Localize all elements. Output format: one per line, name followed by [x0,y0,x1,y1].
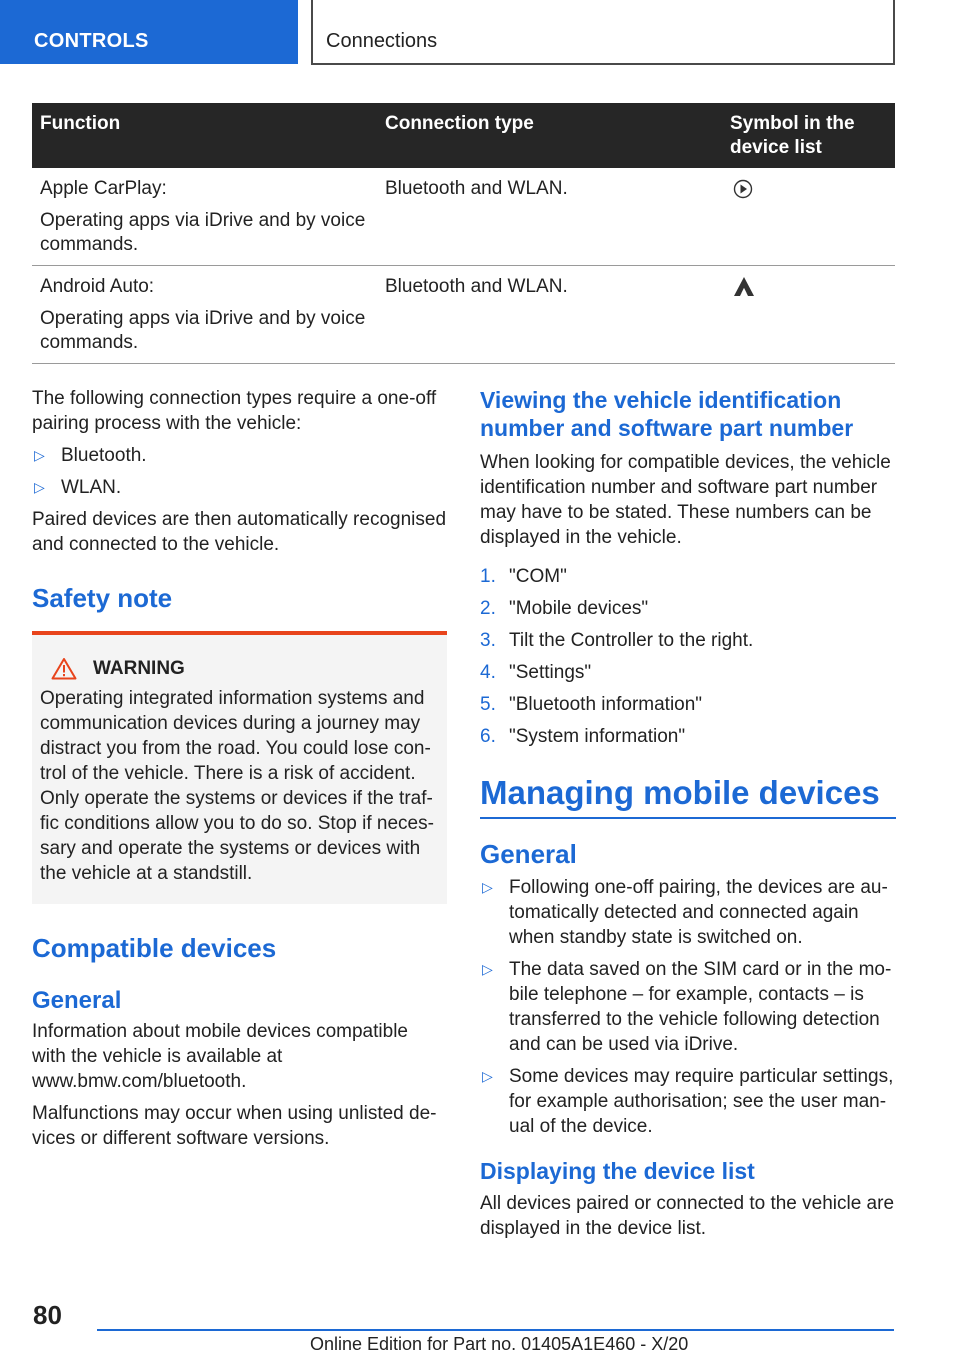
chapter-tab [311,0,895,65]
vin-steps-list [480,564,896,749]
table-cell-function [32,168,377,266]
list-item: ▷ The data saved on the SIM card or in the mobile telephone – for example, contacts – is transferred to the vehicle following detection and can be used via iDrive. [482,959,892,1055]
table-header-row [32,103,895,168]
safety-note-heading: Safety note [32,583,173,613]
warning-title-row [40,657,439,680]
footer-divider [97,1329,894,1331]
general-subheading: General [32,987,122,1014]
function-title: Apple CarPlay: [40,178,167,199]
column-header-function: Function [32,103,377,168]
chapter-title: Connections [326,30,438,52]
page-number: 80 [33,1300,62,1330]
device-list-text: All devices paired or connected to the vehicle are displayed in the device list. [480,1193,895,1239]
bullet-triangle-icon: ▷ [482,1068,493,1084]
pairing-intro: The following connection types require a one-off pairing process with the vehicle: [32,388,437,434]
right-column [480,386,896,1248]
general-heading: General [480,839,577,869]
device-list-heading: Displaying the device list [480,1158,755,1184]
pairing-types-list [32,443,447,500]
left-column [32,386,447,1158]
bullet-triangle-icon: ▷ [34,447,45,463]
table-cell-function [32,266,377,364]
section-tab [0,0,298,64]
list-item: ▷ Bluetooth. [34,445,147,466]
warning-title: WARNING [93,657,185,679]
vin-text: When looking for compatible devices, the vehicle identification number and software part number may have to be stated. These numbers can be displayed in the vehicle. [480,452,891,548]
table-cell-connection: Bluetooth and WLAN. [377,168,722,266]
table-row [32,266,895,364]
table-cell-symbol [722,168,895,266]
list-item: 2. "Mobile devices" [480,598,649,619]
malfunction-note: Malfunctions may occur when using unlisted devices or different software versions. [32,1103,437,1149]
function-title: Android Auto: [40,276,155,297]
list-item: ▷ Some devices may require particular settings, for example authorisation; see the user manual of the device. [482,1066,894,1137]
list-item: 5. "Bluetooth information" [480,694,703,715]
warning-triangle-icon [51,657,77,680]
warning-box [32,631,447,904]
function-description: Operating apps via iDrive and by voice commands. [40,308,366,353]
list-item: ▷ Following one-off pairing, the devices are automatically detected and connected again when standby state is switched on. [482,877,888,948]
bullet-triangle-icon: ▷ [482,961,493,977]
carplay-icon [732,178,754,200]
column-header-symbol: Symbol in the device list [722,103,895,168]
bullet-triangle-icon: ▷ [482,879,493,895]
table-cell-symbol [722,266,895,364]
function-description: Operating apps via iDrive and by voice commands. [40,210,366,255]
bullet-triangle-icon: ▷ [34,479,45,495]
connection-types-table [32,103,895,364]
vin-heading: Viewing the vehicle identification number and software part number [480,387,854,441]
warning-text: Operating integrated information systems and communication devices during a journey may distract you from the road. You could lose control of the vehicle. There is a risk of accident. Only operate the systems or devices if the traffic conditions allow you to do so. Stop if necessary and operate the systems or devices with the vehicle at a standstill. [40,688,434,884]
list-item: ▷ WLAN. [34,477,122,498]
list-item: 6. "System information" [480,726,686,747]
compatible-info: Information about mobile devices compatible with the vehicle is available at www.bmw.com/bluetooth. [32,1021,408,1092]
android-auto-icon [732,276,756,298]
managing-devices-heading: Managing mobile devices [480,773,896,819]
column-header-connection-type: Connection type [377,103,722,168]
list-item: 1. "COM" [480,566,567,587]
edition-text: Online Edition for Part no. 01405A1E460 - X/20 [310,1334,689,1354]
table-row [32,168,895,266]
table-cell-connection: Bluetooth and WLAN. [377,266,722,364]
section-title: CONTROLS [34,30,149,52]
list-item: 4. "Settings" [480,662,592,683]
compatible-devices-heading: Compatible devices [32,933,277,963]
general-bullets-list [480,875,896,1139]
paired-note: Paired devices are then automatically recognised and connected to the vehicle. [32,509,447,555]
list-item: 3. Tilt the Controller to the right. [480,630,754,651]
